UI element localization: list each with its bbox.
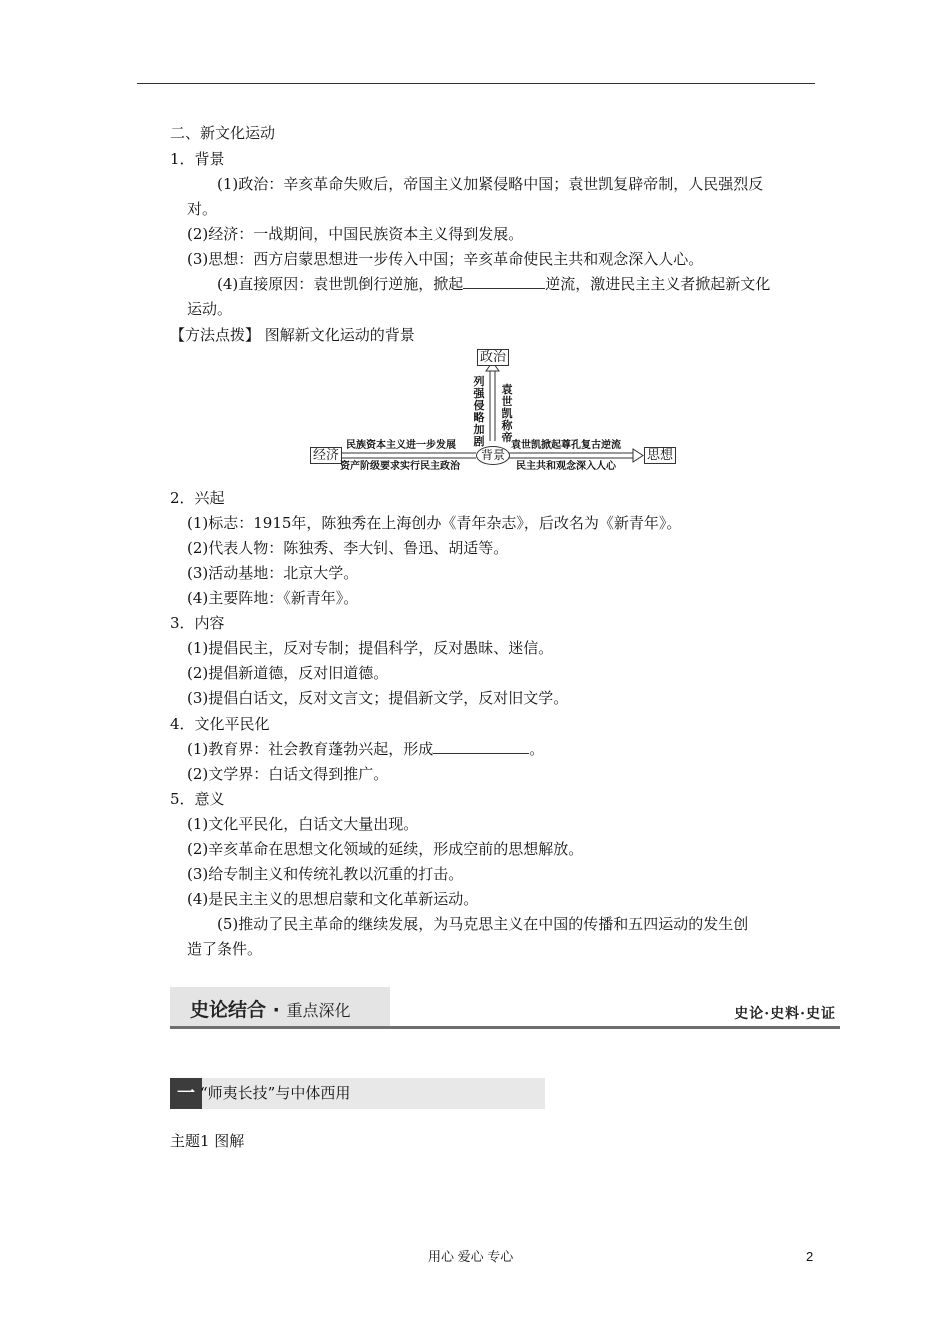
page-number: 2: [806, 1249, 814, 1264]
fill-blank[interactable]: [463, 274, 545, 289]
diagram-label-yuan-emperor: 袁世凯称帝: [501, 383, 513, 444]
topic-subtitle: 主题1 图解: [170, 1132, 245, 1150]
significance-item-4: (4)是民主主义的思想启蒙和文化革新运动。: [187, 890, 479, 908]
significance-title: 5．意义: [170, 790, 225, 808]
content-title: 3．内容: [170, 614, 225, 632]
diagram-box-politics: 政治: [477, 349, 509, 366]
significance-item-5: (5)推动了民主革命的继续发展，为马克思主义在中国的传播和五四运动的发生创: [217, 915, 749, 933]
diagram-label-bourgeois-democracy: 资产阶级要求实行民主政治: [340, 461, 460, 472]
rise-item-1: (1)标志：1915年，陈独秀在上海创办《青年杂志》，后改名为《新青年》。: [187, 514, 682, 532]
diagram-label-restoration: 袁世凯掀起尊孔复古逆流: [511, 440, 621, 451]
topic-number: 一: [170, 1078, 202, 1109]
topic-title: “师夷长技”与中体西用: [200, 1084, 351, 1102]
header-rule: [137, 83, 815, 84]
background-item-2: (2)经济：一战期间，中国民族资本主义得到发展。: [187, 225, 524, 243]
diagram-center-background: 背景: [476, 446, 510, 465]
section-banner-right: 史论·史料·史证: [734, 1006, 836, 1022]
content-item-2: (2)提倡新道德，反对旧道德。: [187, 664, 389, 682]
diagram-box-economy: 经济: [310, 447, 342, 464]
diagram-box-thought: 思想: [644, 447, 676, 464]
rise-item-4: (4)主要阵地：《新青年》。: [187, 589, 359, 607]
rise-item-3: (3)活动基地：北京大学。: [187, 564, 359, 582]
popularization-item-2: (2)文学界：白话文得到推广。: [187, 765, 389, 783]
popularization-title: 4．文化平民化: [170, 715, 270, 733]
background-item-3: (3)思想：西方启蒙思想进一步传入中国；辛亥革命使民主共和观念深入人心。: [187, 250, 704, 268]
significance-item-1: (1)文化平民化，白话文大量出现。: [187, 815, 419, 833]
background-item-1: (1)政治：辛亥革命失败后，帝国主义加紧侵略中国；袁世凯复辟帝制，人民强烈反: [217, 175, 764, 193]
rise-title: 2．兴起: [170, 489, 225, 507]
section-banner: [170, 987, 840, 1030]
significance-item-3: (3)给专制主义和传统礼教以沉重的打击。: [187, 865, 464, 883]
section-banner-title: 史论结合 · 重点深化: [190, 999, 351, 1021]
rise-item-2: (2)代表人物：陈独秀、李大钊、鲁迅、胡适等。: [187, 539, 509, 557]
popularization-item-1: (1)教育界：社会教育蓬勃兴起，形成 。: [187, 740, 545, 758]
significance-item-5-cont: 造了条件。: [187, 940, 263, 958]
significance-item-2: (2)辛亥革命在思想文化领域的延续，形成空前的思想解放。: [187, 840, 584, 858]
diagram-label-national-capitalism: 民族资本主义进一步发展: [346, 440, 456, 451]
section-banner-rule: [170, 1026, 840, 1029]
background-item-4: (4)直接原因：袁世凯倒行逆施，掀起 逆流，激进民主主义者掀起新文化: [217, 275, 771, 293]
fill-blank[interactable]: [433, 739, 529, 754]
section-heading: 二、新文化运动: [170, 124, 276, 142]
content-item-3: (3)提倡白话文，反对文言文；提倡新文学，反对旧文学。: [187, 689, 569, 707]
diagram-label-republic: 民主共和观念深入人心: [516, 461, 616, 472]
footer-center: 用心 爱心 专心: [428, 1249, 514, 1264]
topic-bar: [170, 1078, 545, 1109]
background-item-1-cont: 对。: [187, 200, 218, 218]
diagram-label-imperialism: 列强侵略加剧: [473, 375, 485, 448]
method-tip: 【方法点拨】 图解新文化运动的背景: [170, 326, 415, 344]
background-title: 1．背景: [170, 150, 225, 168]
background-diagram: [300, 345, 690, 475]
background-item-4-cont: 运动。: [187, 300, 233, 318]
content-item-1: (1)提倡民主，反对专制；提倡科学，反对愚昧、迷信。: [187, 639, 554, 657]
